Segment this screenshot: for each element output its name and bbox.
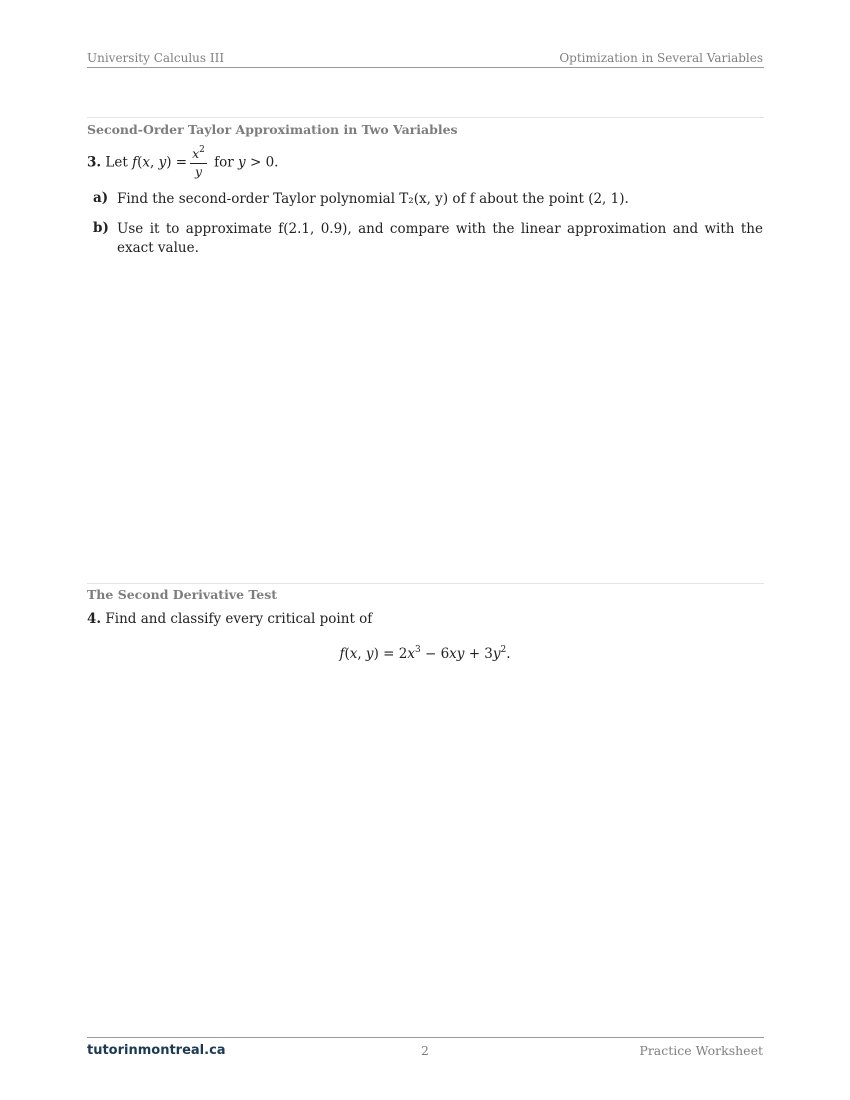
problem-3-statement [87,145,279,179]
problem-intro: Find and classify every critical point of [105,611,373,627]
header-rule [87,67,764,68]
footer-website-link[interactable]: tutorinmontreal.ca [87,1043,226,1058]
section-title-taylor: Second-Order Taylor Approximation in Two Variables [87,122,458,137]
part-a-text: Find the second-order Taylor polynomial T₂(x, y) of f about the point (2, 1). [117,191,629,207]
display-equation: f(x, $y) = 2x^3 - 6xy + 3y^2$. [339,645,511,662]
function-fraction: $\frac{x^2}{y}$ [192,145,205,179]
section-divider [87,583,764,584]
domain-condition: y > 0. [238,154,279,171]
problem-intro-word: Let [105,154,128,171]
footer-rule [87,1037,764,1038]
problem-4-statement [87,610,372,628]
section-divider [87,117,764,118]
function-expression: f(x, y) = [132,154,188,171]
domain-word: for [214,154,234,171]
section-title-second-derivative: The Second Derivative Test [87,587,278,602]
header-topic-title: Optimization in Several Variables [559,51,763,65]
page-number: 2 [421,1043,429,1058]
header-course-title: University Calculus III [87,51,225,65]
part-b-text: Use it to approximate f(2.1, 0.9), and compare with the linear approximation and with the exact value. [117,221,763,256]
part-a-label: a) [93,190,109,206]
problem-number: 4. [87,611,102,627]
footer-document-type: Practice Worksheet [639,1043,763,1058]
part-b-label: b) [93,220,109,236]
problem-number: 3. [87,154,102,171]
